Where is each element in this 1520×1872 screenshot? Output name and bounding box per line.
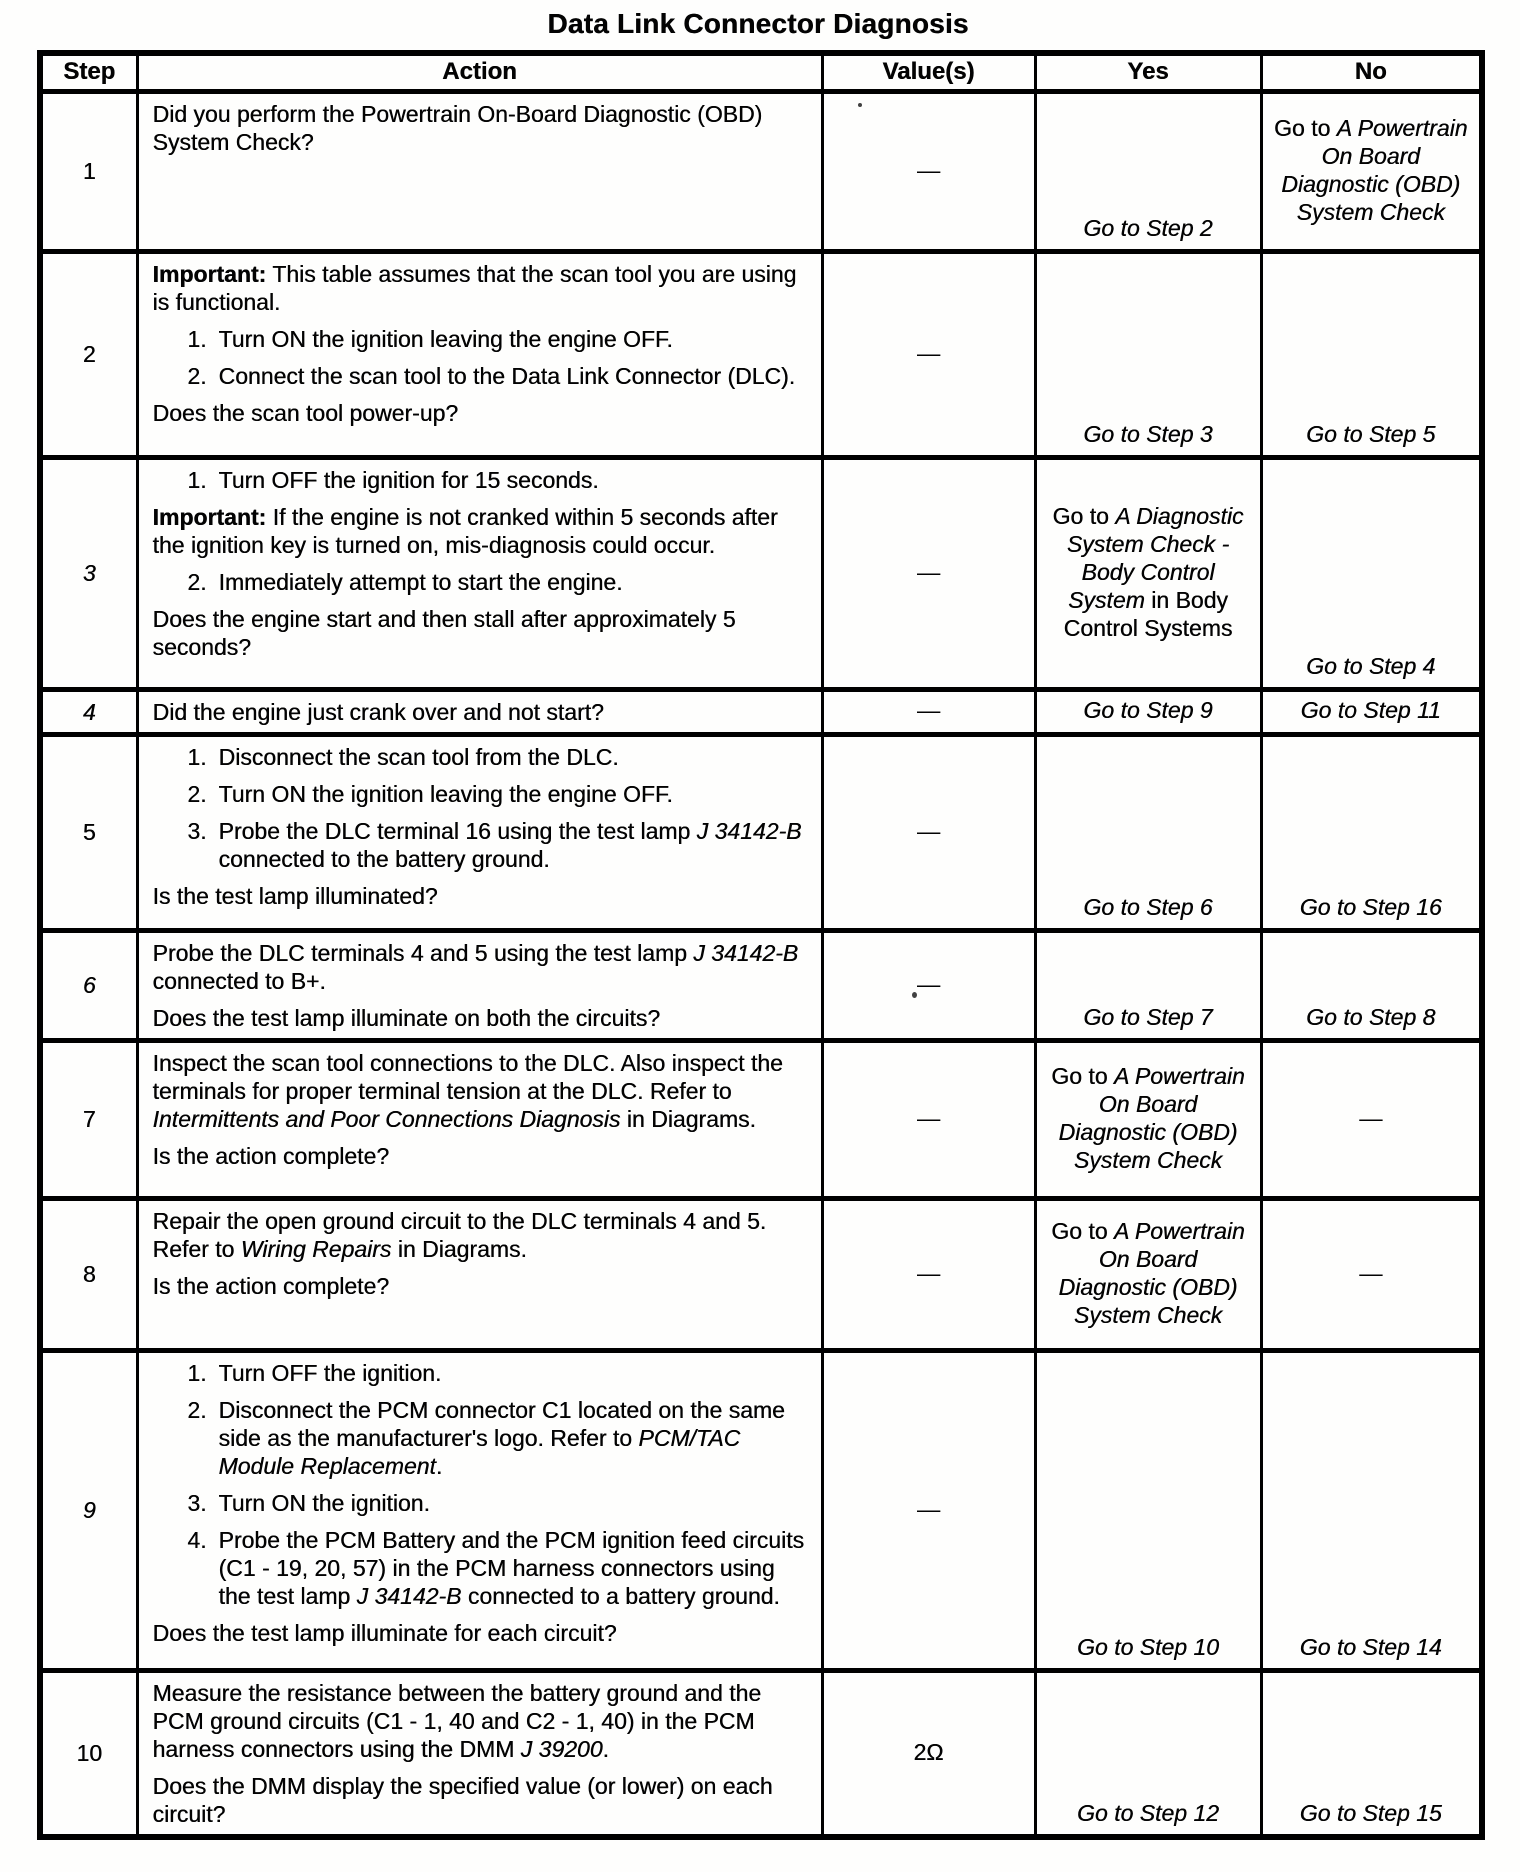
yes-cell — [1035, 1040, 1261, 1198]
text-run: Go to Step 5 — [1306, 420, 1436, 447]
text-run: Does the engine start and then stall after approximately 5 seconds? — [152, 605, 736, 660]
table-body — [40, 91, 1482, 1837]
value-cell: — — [822, 91, 1035, 251]
text-run: This table assumes that the scan tool you are using is functional. — [152, 260, 797, 315]
action-cell — [137, 734, 822, 930]
column-header-values: Value(s) — [822, 53, 1035, 91]
no-cell — [1261, 689, 1482, 734]
action-paragraph — [153, 605, 809, 661]
text-run: Go to Step 16 — [1299, 893, 1442, 920]
text-run: Go to — [1052, 502, 1116, 529]
no-cell — [1261, 91, 1482, 251]
action-cell — [137, 1198, 822, 1350]
list-item-text — [219, 466, 809, 494]
text-run: in Body Control Systems — [1063, 586, 1233, 641]
action-paragraph — [153, 1207, 809, 1263]
yes-cell — [1035, 1198, 1261, 1350]
text-run: J 34142-B — [693, 939, 799, 966]
text-run: Go to Step 3 — [1083, 420, 1213, 447]
yes-cell — [1035, 1350, 1261, 1670]
text-run: Does the test lamp illuminate on both the circuits? — [152, 1004, 661, 1031]
step-cell: 6 — [40, 930, 137, 1040]
action-paragraph — [153, 1772, 809, 1828]
scan-speck — [912, 992, 917, 998]
text-run: Turn ON the ignition leaving the engine OFF. — [218, 780, 673, 807]
action-list-item — [153, 780, 809, 808]
step-cell: 5 — [40, 734, 137, 930]
no-cell — [1261, 1198, 1482, 1350]
action-paragraph — [153, 1272, 809, 1300]
list-item-number: 2. — [187, 568, 207, 595]
text-run: Wiring Repairs — [240, 1235, 392, 1262]
text-run: . — [435, 1452, 443, 1479]
action-list-item — [153, 1526, 809, 1610]
list-item-text — [219, 1359, 809, 1387]
action-list-item — [153, 1489, 809, 1517]
list-item-text — [219, 362, 809, 390]
action-paragraph — [153, 1049, 809, 1133]
no-cell — [1261, 251, 1482, 457]
value-cell: — — [822, 734, 1035, 930]
action-list-item — [153, 325, 809, 353]
text-run: Turn ON the ignition leaving the engine OFF. — [218, 325, 673, 352]
text-run: Important: — [152, 503, 267, 530]
yes-cell — [1035, 251, 1261, 457]
yes-cell — [1035, 689, 1261, 734]
list-item-text — [219, 817, 809, 873]
action-cell — [137, 91, 822, 251]
action-list-item — [153, 568, 809, 596]
text-run: Go to Step 15 — [1299, 1799, 1442, 1826]
action-paragraph — [153, 260, 809, 316]
no-cell — [1261, 1040, 1482, 1198]
action-paragraph — [153, 698, 809, 726]
page-title: Data Link Connector Diagnosis — [547, 8, 969, 39]
step-cell: 2 — [40, 251, 137, 457]
action-paragraph — [153, 503, 809, 559]
list-item-text — [219, 1526, 809, 1610]
action-paragraph — [153, 1004, 809, 1032]
action-cell — [137, 1670, 822, 1837]
text-run: J 34142-B — [356, 1582, 462, 1609]
text-run: in Diagrams. — [620, 1105, 756, 1132]
text-run: Probe the DLC terminals 4 and 5 using the test lamp — [152, 939, 694, 966]
action-cell — [137, 457, 822, 689]
text-run: A Powertrain On Board Diagnostic (OBD) System Check — [1058, 1062, 1245, 1173]
text-run: connected to the battery ground. — [218, 845, 550, 872]
table-row-step-10 — [40, 1670, 1482, 1837]
yes-cell — [1035, 91, 1261, 251]
yes-cell — [1035, 457, 1261, 689]
list-item-number: 1. — [187, 466, 207, 493]
yes-cell — [1035, 734, 1261, 930]
text-run: A Powertrain On Board Diagnostic (OBD) System Check — [1058, 1217, 1245, 1328]
value-cell: — — [822, 251, 1035, 457]
list-item-number: 1. — [187, 325, 207, 352]
text-run: Go to Step 9 — [1083, 697, 1213, 723]
text-run: — — [1359, 1104, 1383, 1131]
column-header-no: No — [1261, 53, 1482, 91]
text-run: Go to Step 10 — [1077, 1633, 1219, 1660]
step-cell: 4 — [40, 689, 137, 734]
action-cell — [137, 930, 822, 1040]
table-row-step-1 — [40, 91, 1482, 251]
text-run: Is the action complete? — [152, 1142, 390, 1169]
text-run: in Diagrams. — [391, 1235, 527, 1262]
list-item-number: 2. — [187, 780, 207, 807]
list-item-text — [219, 743, 809, 771]
step-cell: 9 — [40, 1350, 137, 1670]
text-run: Is the test lamp illuminated? — [152, 882, 438, 909]
no-cell — [1261, 457, 1482, 689]
action-paragraph — [153, 1679, 809, 1763]
action-cell — [137, 1040, 822, 1198]
text-run: Measure the resistance between the battery ground and the PCM ground circuits (C1 - 1, 40 and C2 - 1, 40) in the PCM harness connectors using the DMM — [152, 1679, 762, 1762]
list-item-text — [219, 1489, 809, 1517]
text-run: Inspect the scan tool connections to the DLC. Also inspect the terminals for proper terminal tension at the DLC. Refer to — [152, 1049, 783, 1104]
text-run: Go to — [1274, 114, 1337, 141]
text-run: Does the scan tool power-up? — [152, 399, 459, 426]
list-item-number: 3. — [187, 1489, 207, 1516]
action-list-item — [153, 1396, 809, 1480]
text-run: — — [1359, 1259, 1383, 1286]
list-item-number: 4. — [187, 1526, 207, 1553]
action-paragraph — [153, 1619, 809, 1647]
step-cell: 3 — [40, 457, 137, 689]
text-run: Turn ON the ignition. — [218, 1489, 430, 1516]
column-header-action: Action — [137, 53, 822, 91]
text-run: Intermittents and Poor Connections Diagnosis — [152, 1105, 621, 1132]
text-run: Disconnect the scan tool from the DLC. — [218, 743, 619, 770]
value-cell: 2Ω — [822, 1670, 1035, 1837]
value-cell: — — [822, 930, 1035, 1040]
header-row — [40, 53, 1482, 91]
scan-speck — [858, 103, 862, 107]
text-run: Go to — [1051, 1217, 1114, 1244]
list-item-number: 2. — [187, 362, 207, 389]
text-run: Probe the DLC terminal 16 using the test lamp — [218, 817, 697, 844]
text-run: Turn OFF the ignition for 15 seconds. — [218, 466, 599, 493]
table-row-step-9 — [40, 1350, 1482, 1670]
table-row-step-4 — [40, 689, 1482, 734]
action-cell — [137, 1350, 822, 1670]
value-cell: — — [822, 1040, 1035, 1198]
diagnosis-table — [37, 50, 1485, 1840]
text-run: Turn OFF the ignition. — [218, 1359, 442, 1386]
list-item-text — [219, 325, 809, 353]
text-run: A Powertrain On Board Diagnostic (OBD) System Check — [1281, 114, 1468, 225]
text-run: Did the engine just crank over and not start? — [152, 698, 604, 725]
text-run: Does the DMM display the specified value (or lower) on each circuit? — [152, 1772, 773, 1827]
value-cell: — — [822, 689, 1035, 734]
list-item-number: 1. — [187, 743, 207, 770]
text-run: Immediately attempt to start the engine. — [218, 568, 623, 595]
text-run: Connect the scan tool to the Data Link Connector (DLC). — [218, 362, 796, 389]
no-cell — [1261, 734, 1482, 930]
no-cell — [1261, 930, 1482, 1040]
action-paragraph — [153, 882, 809, 910]
column-header-step: Step — [40, 53, 137, 91]
action-paragraph — [153, 939, 809, 995]
text-run: Go to Step 2 — [1083, 214, 1213, 241]
action-cell — [137, 251, 822, 457]
text-run: Go to Step 7 — [1083, 1003, 1213, 1030]
column-header-yes: Yes — [1035, 53, 1261, 91]
text-run: A Diagnostic System Check - Body Control System — [1066, 502, 1244, 613]
table-row-step-3 — [40, 457, 1482, 689]
step-cell: 1 — [40, 91, 137, 251]
action-paragraph — [153, 1142, 809, 1170]
text-run: Go to Step 6 — [1083, 893, 1213, 920]
action-list-item — [153, 1359, 809, 1387]
step-cell: 8 — [40, 1198, 137, 1350]
action-paragraph — [153, 100, 809, 156]
text-run: connected to B+. — [152, 967, 326, 994]
text-run: Go to Step 14 — [1299, 1633, 1442, 1660]
list-item-number: 1. — [187, 1359, 207, 1386]
text-run: If the engine is not cranked within 5 seconds after the ignition key is turned on, mis-diagnosis could occur. — [152, 503, 778, 558]
action-paragraph — [153, 399, 809, 427]
step-cell: 10 — [40, 1670, 137, 1837]
text-run: Go to Step 8 — [1306, 1003, 1436, 1030]
text-run: Disconnect the PCM connector C1 located on the same side as the manufacturer's logo. Refer to — [218, 1396, 785, 1451]
text-run: connected to a battery ground. — [461, 1582, 780, 1609]
action-list-item — [153, 743, 809, 771]
value-cell: — — [822, 1350, 1035, 1670]
table-row-step-2 — [40, 251, 1482, 457]
list-item-text — [219, 1396, 809, 1480]
value-cell: — — [822, 457, 1035, 689]
text-run: Probe the PCM Battery and the PCM ignition feed circuits (C1 - 19, 20, 57) in the PCM harness connectors using the test lamp — [218, 1526, 805, 1609]
text-run: Repair the open ground circuit to the DLC terminals 4 and 5. Refer to — [152, 1207, 767, 1262]
text-run: J 39200 — [520, 1735, 603, 1762]
text-run: J 34142-B — [696, 817, 802, 844]
action-list-item — [153, 466, 809, 494]
action-list-item — [153, 817, 809, 873]
table-row-step-7 — [40, 1040, 1482, 1198]
value-cell: — — [822, 1198, 1035, 1350]
text-run: Important: — [152, 260, 267, 287]
table-row-step-8 — [40, 1198, 1482, 1350]
text-run: Go to Step 4 — [1306, 652, 1436, 679]
list-item-text — [219, 780, 809, 808]
no-cell — [1261, 1670, 1482, 1837]
table-row-step-5 — [40, 734, 1482, 930]
text-run: Does the test lamp illuminate for each circuit? — [152, 1619, 617, 1646]
yes-cell — [1035, 1670, 1261, 1837]
text-run: Go to — [1051, 1062, 1114, 1089]
action-list-item — [153, 362, 809, 390]
text-run: Go to Step 12 — [1077, 1799, 1219, 1826]
list-item-number: 2. — [187, 1396, 207, 1423]
action-cell — [137, 689, 822, 734]
table-header — [40, 53, 1482, 91]
yes-cell — [1035, 930, 1261, 1040]
table-row-step-6 — [40, 930, 1482, 1040]
step-cell: 7 — [40, 1040, 137, 1198]
list-item-number: 3. — [187, 817, 207, 844]
text-run: PCM/TAC Module Replacement — [218, 1424, 741, 1479]
no-cell — [1261, 1350, 1482, 1670]
text-run: Did you perform the Powertrain On-Board Diagnostic (OBD) System Check? — [152, 100, 763, 155]
list-item-text — [219, 568, 809, 596]
text-run: Is the action complete? — [152, 1272, 390, 1299]
text-run: . — [602, 1735, 609, 1762]
text-run: Go to Step 11 — [1300, 697, 1441, 723]
